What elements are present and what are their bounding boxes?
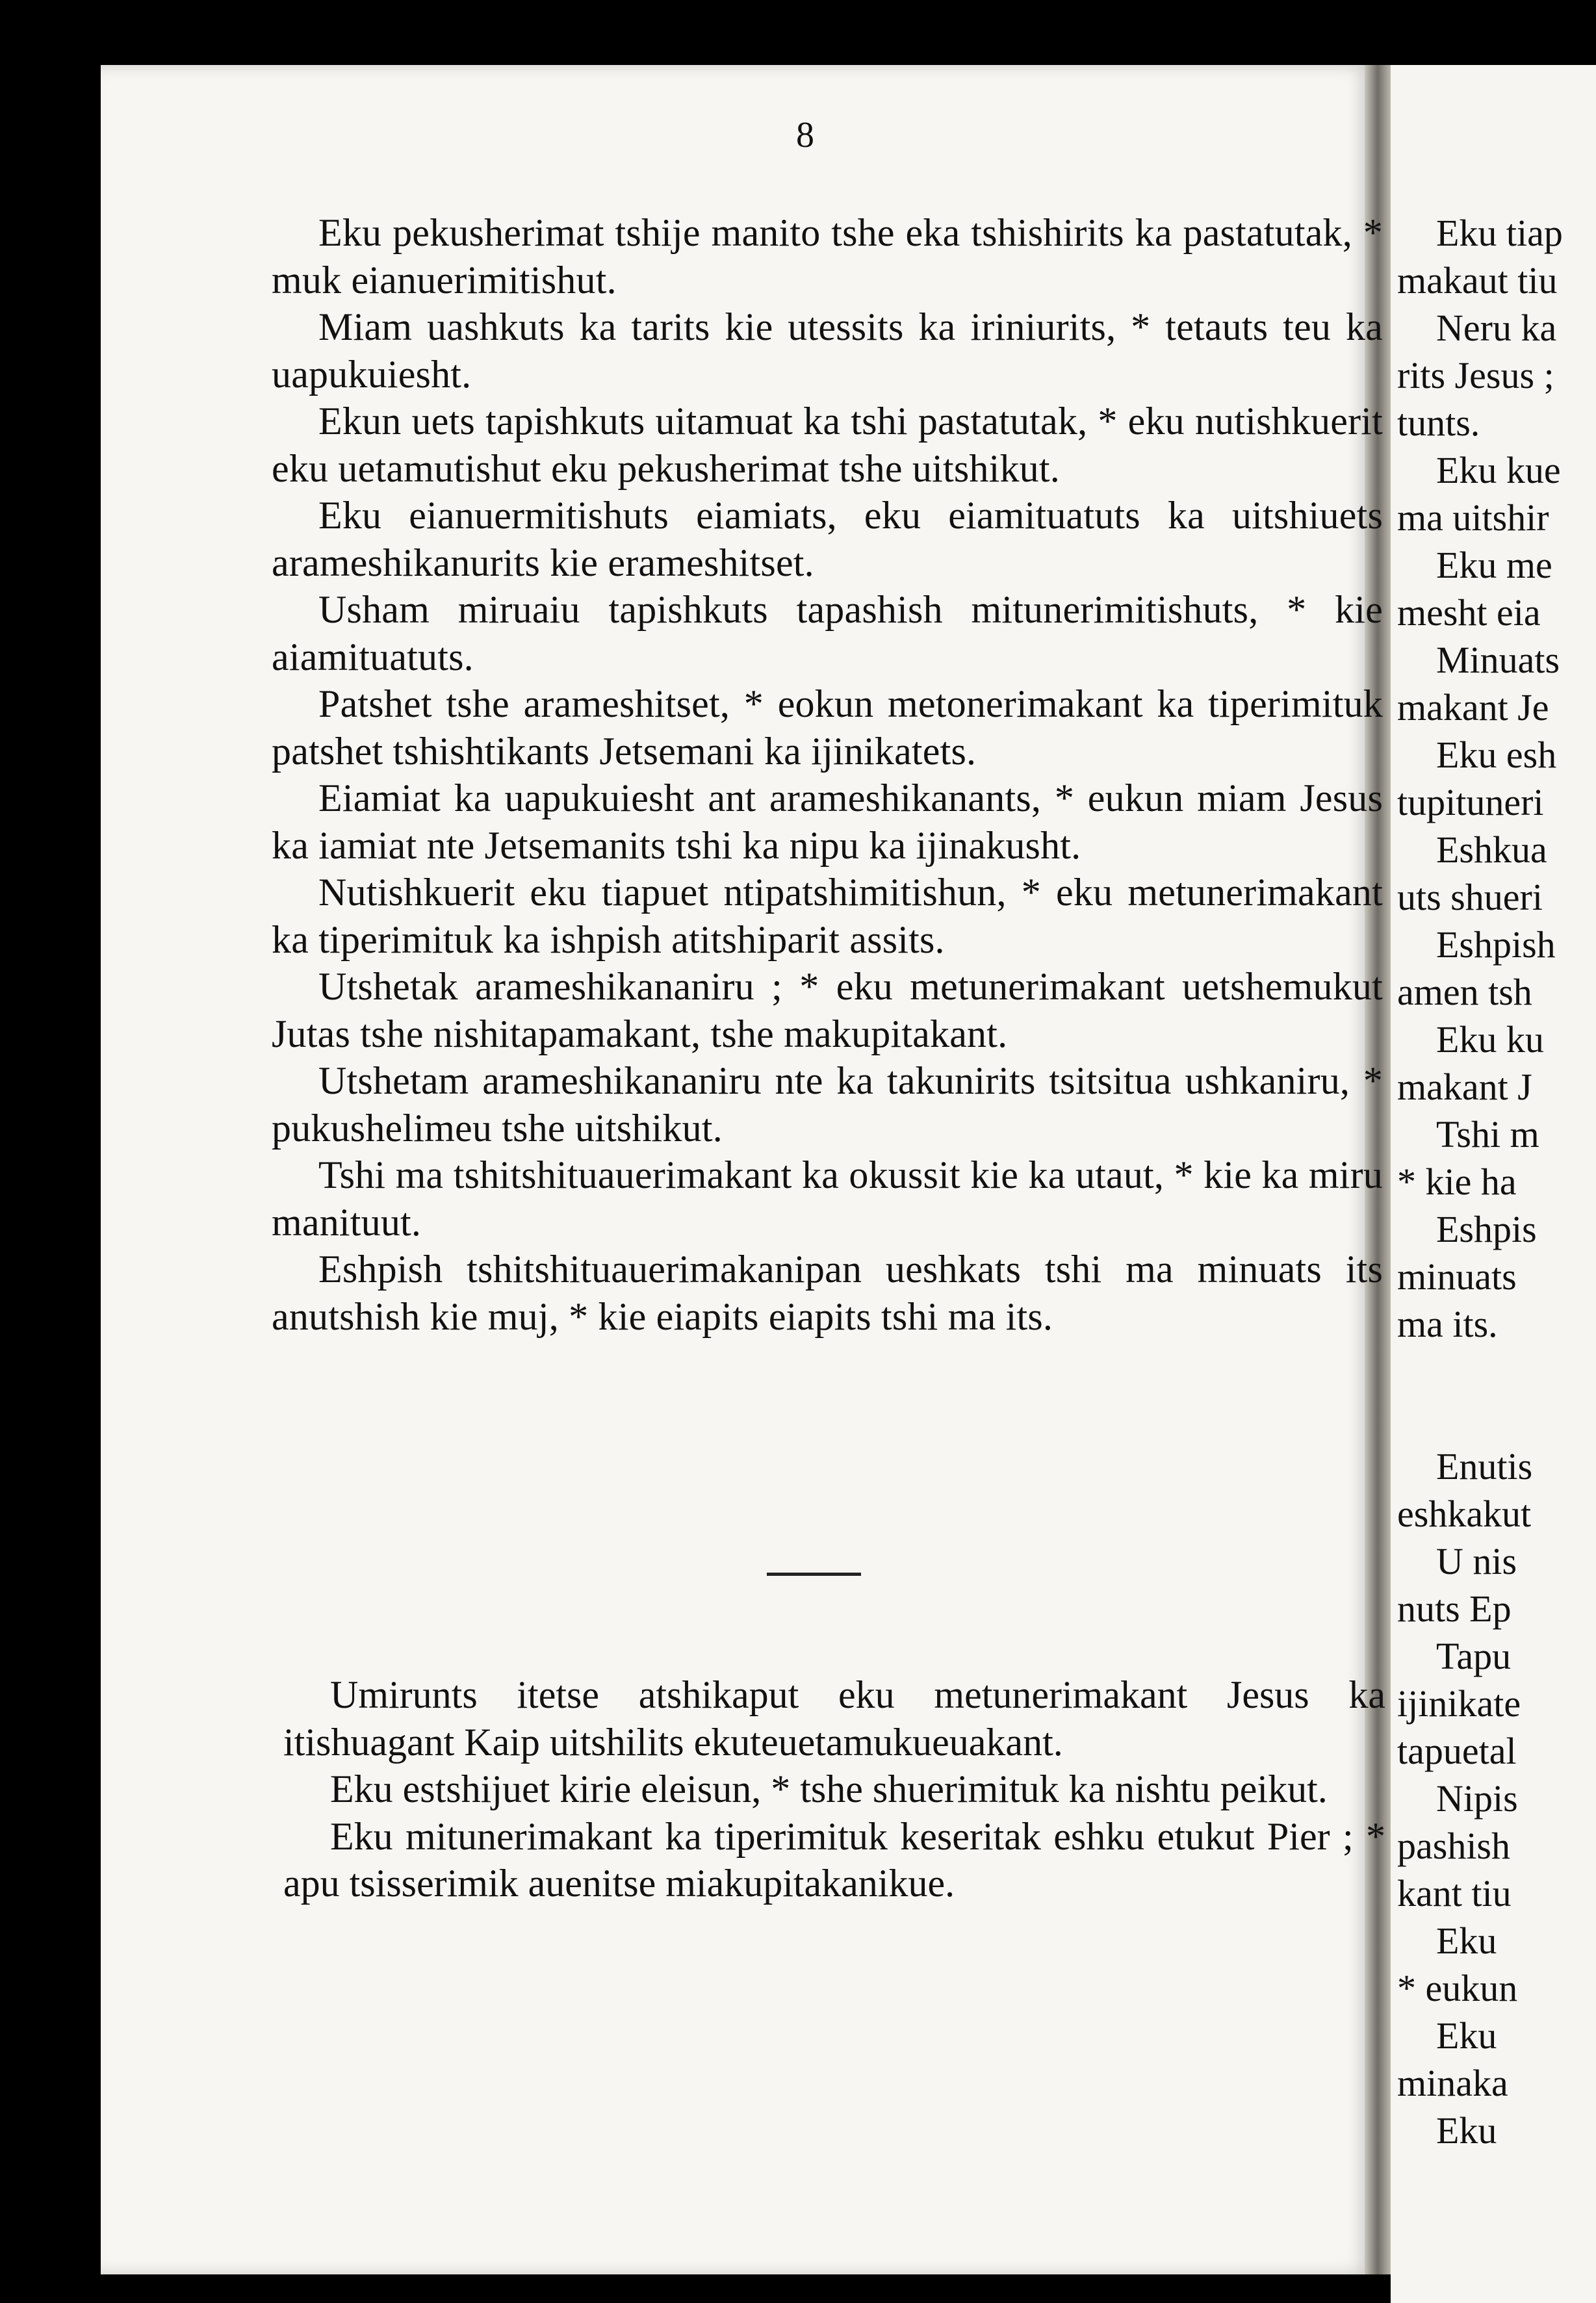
paragraph: Umirunts itetse atshikaput eku metunerimakant Jesus ka itishuagant Kaip uitshilits ekuteuetamukueuakant. [283,1673,1385,1764]
right-line: tunts. [1397,402,1480,444]
right-line: tapuetal [1397,1730,1517,1772]
paragraph: Utshetak arameshikananiru ; * eku metunerimakant uetshemukut Jutas tshe nishitapamakant, tshe makupitakant. [272,965,1383,1055]
right-line: Eku ku [1436,1018,1544,1061]
right-line: Nipis [1436,1777,1518,1820]
right-line: pashish [1397,1825,1510,1867]
right-line: Neru ka [1436,307,1557,349]
paragraph: Eku estshijuet kirie eleisun, * tshe shuerimituk ka nishtu peikut. [330,1768,1328,1810]
page-body-text [272,209,1383,1340]
right-line: Tapu [1436,1635,1512,1677]
right-line: minaka [1397,2062,1508,2104]
right-line: ijinikate [1397,1682,1521,1725]
paragraph: Eku mitunerimakant ka tiperimituk keseritak eshku etukut Pier ; * apu tsisserimik auenitse miakupitakanikue. [283,1814,1385,1905]
right-line: Minuats [1436,639,1560,681]
right-line: Eku kue [1436,449,1561,491]
right-line: Eshpish [1436,923,1556,966]
page-body-text-2 [283,1671,1385,1907]
page-number: 8 [796,115,814,155]
right-line: Eshpis [1436,1208,1537,1250]
right-line: * kie ha [1397,1161,1517,1203]
paragraph: Miam uashkuts ka tarits kie utessits ka iriniurits, * tetauts teu ka uapukuiesht. [272,305,1383,396]
right-line: tupituneri [1397,781,1544,823]
right-line: makant Je [1397,686,1549,728]
right-line: Eku [1436,1920,1497,1962]
right-line: nuts Ep [1397,1588,1512,1630]
right-line: kant tiu [1397,1872,1512,1914]
right-line: Eku [1436,2109,1497,2152]
right-line: makaut tiu [1397,259,1558,302]
paragraph: Eshpish tshitshituauerimakanipan ueshkats tshi ma minuats its anutshish kie muj, * kie eiapits eiapits tshi ma its. [272,1248,1383,1338]
right-line: minuats [1397,1255,1517,1298]
right-line-gap [1397,1348,1596,1443]
right-page-text [1397,209,1596,2154]
right-line: ma uitshir [1397,496,1549,539]
right-line: rits Jesus ; [1397,354,1554,396]
right-line: amen tsh [1397,971,1532,1013]
right-line: U nis [1436,1540,1517,1582]
right-line: mesht eia [1397,591,1541,634]
paragraph: Ekun uets tapishkuts uitamuat ka tshi pastatutak, * eku nutishkuerit eku uetamutishut eku pekusherimat tshe uitshikut. [272,400,1383,490]
paragraph: Utshetam arameshikananiru nte ka takunirits tsitsitua ushkaniru, * pukushelimeu tshe uitshikut. [272,1059,1383,1150]
right-page [1391,65,1596,2303]
right-line: eshkakut [1397,1493,1532,1535]
right-line: Eku esh [1436,734,1557,776]
paragraph: Eiamiat ka uapukuiesht ant arameshikanants, * eukun miam Jesus ka iamiat nte Jetsemanits tshi ka nipu ka ijinakusht. [272,777,1383,867]
paragraph: Usham miruaiu tapishkuts tapashish mitunerimitishuts, * kie aiamituatuts. [272,588,1383,678]
paragraph: Nutishkuerit eku tiapuet ntipatshimitishun, * eku metunerimakant ka tiperimituk ka ishpish atitshiparit assits. [272,871,1383,961]
right-line: Eshkua [1436,829,1547,871]
right-line: Eku tiap [1436,212,1563,254]
paragraph: Eku pekusherimat tshije manito tshe eka tshishirits ka pastatutak, * muk eianuerimitishut. [272,211,1383,302]
right-line: Eku [1436,2014,1497,2057]
right-line: Enutis [1436,1445,1533,1487]
right-line: * eukun [1397,1967,1518,2009]
right-line: ma its. [1397,1303,1498,1345]
paragraph: Eku eianuermitishuts eiamiats, eku eiamituatuts ka uitshiuets arameshikanurits kie erameshitset. [272,494,1383,584]
paragraph: Tshi ma tshitshituauerimakant ka okussit kie ka utaut, * kie ka miru manituut. [272,1153,1383,1244]
right-line: uts shueri [1397,876,1543,918]
paragraph: Patshet tshe arameshitset, * eokun metonerimakant ka tiperimituk patshet tshishtikants Jetsemani ka ijinikatets. [272,682,1383,773]
right-line: Tshi m [1436,1113,1539,1155]
right-line: makant J [1397,1066,1532,1108]
section-divider [767,1573,861,1576]
right-line: Eku me [1436,544,1552,586]
